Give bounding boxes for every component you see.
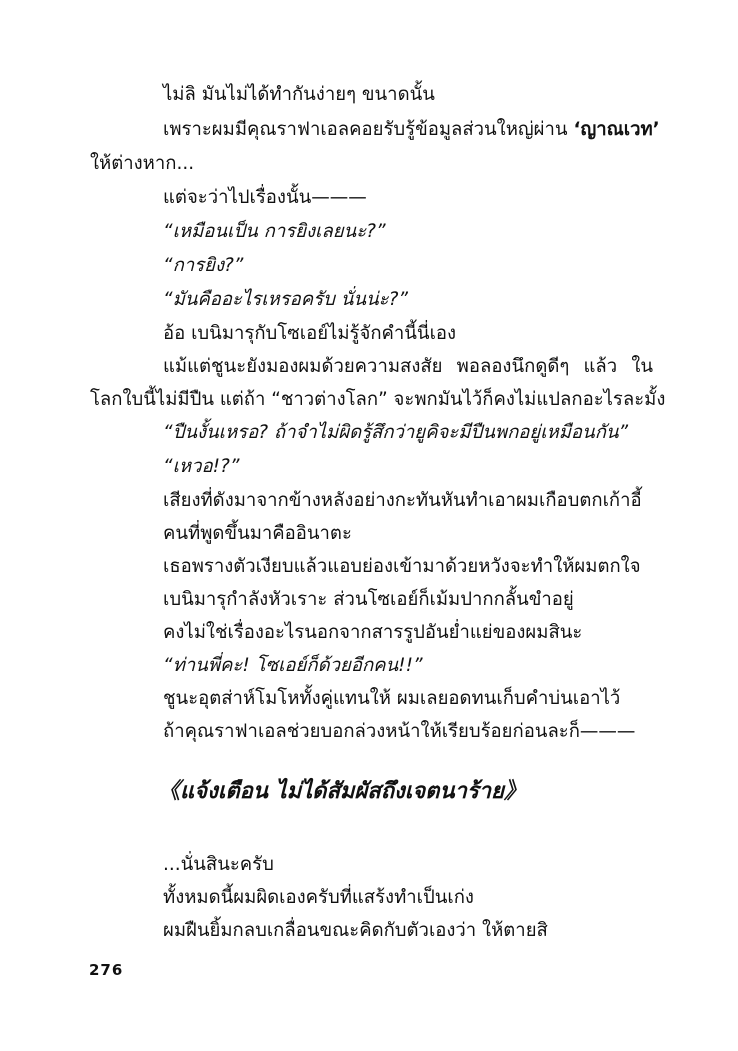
text-line [163,118,660,142]
text-line: เบนิมารุกำลังหัวเราะ ส่วนโซเอย์ก็เม้มปากกลั้นขำอยู่ [163,589,574,610]
text-line: ทั้งหมดนี้ผมผิดเองครับที่แสร้งทำเป็นเก่ง [163,887,474,908]
text-line: ผมฝืนยิ้มกลบเกลื่อนขณะคิดกับตัวเองว่า ให้ตายสิ [163,920,548,941]
notification-heading: 《แจ้งเตือน ไม่ได้สัมผัสถึงเจตนาร้าย》 [158,778,526,804]
text-line: แต่จะว่าไปเรื่องนั้น——— [163,187,367,208]
dialogue-line: “ปืนงั้นเหรอ? ถ้าจำไม่ผิดรู้สึกว่ายูคิจะมีปืนพกอยู่เหมือนกัน” [163,422,629,443]
dialogue-line: “ท่านพี่คะ! โซเอย์ก็ด้วยอีกคน!!” [163,655,423,676]
term-nyanawet: ‘ญาณเวท’ [573,119,660,140]
text-line: คงไม่ใช่เรื่องอะไรนอกจากสารรูปอันย่ำแย่ของผมสินะ [163,622,583,643]
dialogue-line: “การยิง?” [163,255,244,276]
text-line: อ้อ เบนิมารุกับโซเอย์ไม่รู้จักคำนี้นี่เอง [163,323,457,344]
page-number: 276 [89,961,124,979]
text-line: แม้แต่ชูนะยังมองผมด้วยความสงสัย พอลองนึกดูดีๆ แล้ว ใน [163,356,653,377]
dialogue-line: “มันคืออะไรเหรอครับ นั่นน่ะ?” [163,289,408,310]
text-line: ชูนะอุตส่าห์โมโหทั้งคู่แทนให้ ผมเลยอดทนเก็บคำบ่นเอาไว้ [163,688,621,709]
text-span: เพราะผมมีคุณราฟาเอลคอยรับรู้ข้อมูลส่วนใหญ่ผ่าน [163,119,574,140]
text-line: โลกใบนี้ไม่มีปืน แต่ถ้า “ชาวต่างโลก” จะพกมันไว้ก็คงไม่แปลกอะไรละมั้ง [90,389,666,410]
text-line: ถ้าคุณราฟาเอลช่วยบอกล่วงหน้าให้เรียบร้อยก่อนละก็——— [163,721,636,742]
dialogue-line: “เหวอ!?” [163,456,240,477]
text-line: ไม่ลิ มันไม่ได้ทำกันง่ายๆ ขนาดนั้น [163,84,435,105]
text-line: เสียงที่ดังมาจากข้างหลังอย่างกะทันหันทำเอาผมเกือบตกเก้าอี้ [163,490,642,511]
dialogue-line: “เหมือนเป็น การยิงเลยนะ?” [163,221,386,242]
text-line: เธอพรางตัวเงียบแล้วแอบย่องเข้ามาด้วยหวังจะทำให้ผมตกใจ [163,556,641,577]
text-line: คนที่พูดขึ้นมาคืออินาตะ [163,523,352,544]
text-line: ...นั่นสินะครับ [163,854,274,875]
text-line: ให้ต่างหาก... [90,153,195,174]
